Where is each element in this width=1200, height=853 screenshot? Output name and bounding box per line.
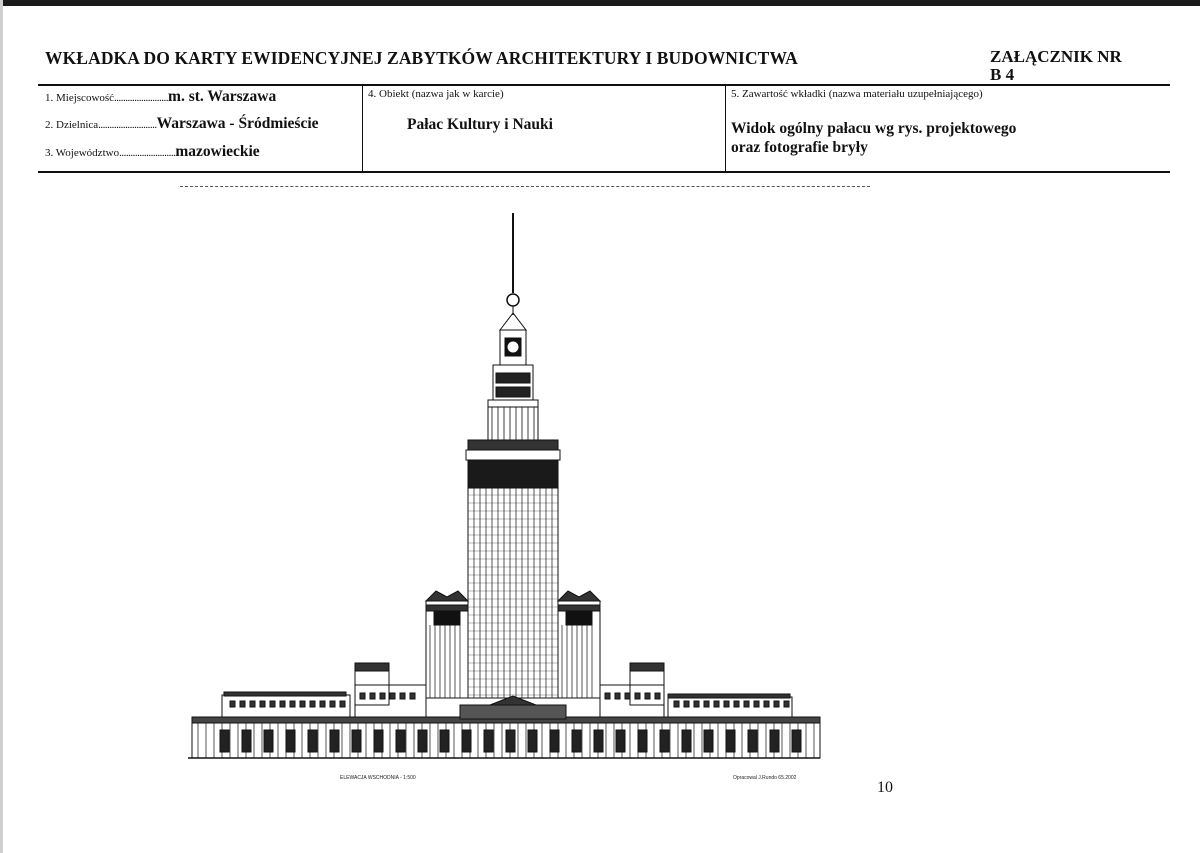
field-locality-dots: ........................ — [114, 92, 169, 104]
field-contents-label: 5. Zawartość wkładki (nazwa materiału uzupełniającego) — [731, 88, 983, 100]
table-top-rule — [38, 84, 1170, 86]
column-divider-1 — [362, 84, 363, 172]
scan-left-edge — [0, 0, 3, 853]
field-locality-label: 1. Miejscowość — [45, 92, 115, 104]
field-contents-line2: oraz fotografie bryły — [731, 139, 868, 156]
annex-number: B 4 — [990, 65, 1015, 84]
annex-label-text: ZAŁĄCZNIK NR — [990, 47, 1122, 66]
field-voivodeship-label: 3. Województwo — [45, 147, 120, 159]
page-number: 10 — [877, 779, 893, 796]
drawing-top-rule — [180, 186, 870, 187]
field-voivodeship — [45, 143, 260, 161]
field-district-dots: .......................... — [98, 119, 157, 131]
field-locality — [45, 88, 276, 106]
drawing-caption-right: Opracowal J.Rundo 65.2002 — [733, 775, 797, 781]
table-bottom-rule — [38, 171, 1170, 173]
drawing-caption-left: ELEWACJA WSCHODNIA - 1:500 — [340, 775, 416, 781]
field-district-value: Warszawa - Śródmieście — [156, 115, 319, 132]
document-title: WKŁADKA DO KARTY EWIDENCYJNEJ ZABYTKÓW ARCHITEKTURY I BUDOWNICTWA — [45, 48, 798, 68]
scan-top-edge — [0, 0, 1200, 6]
field-district-label: 2. Dzielnica — [45, 119, 99, 131]
field-district — [45, 115, 319, 133]
field-object-label: 4. Obiekt (nazwa jak w karcie) — [368, 88, 504, 100]
field-locality-value: m. st. Warszawa — [168, 88, 277, 105]
palace-elevation-drawing — [180, 205, 870, 775]
field-voivodeship-dots: ......................... — [119, 147, 176, 159]
field-voivodeship-value: mazowieckie — [175, 143, 260, 160]
field-object-value: Pałac Kultury i Nauki — [407, 116, 553, 133]
annex-label — [990, 48, 1122, 84]
field-contents-line1: Widok ogólny pałacu wg rys. projektowego — [731, 120, 1017, 137]
column-divider-2 — [725, 84, 726, 172]
